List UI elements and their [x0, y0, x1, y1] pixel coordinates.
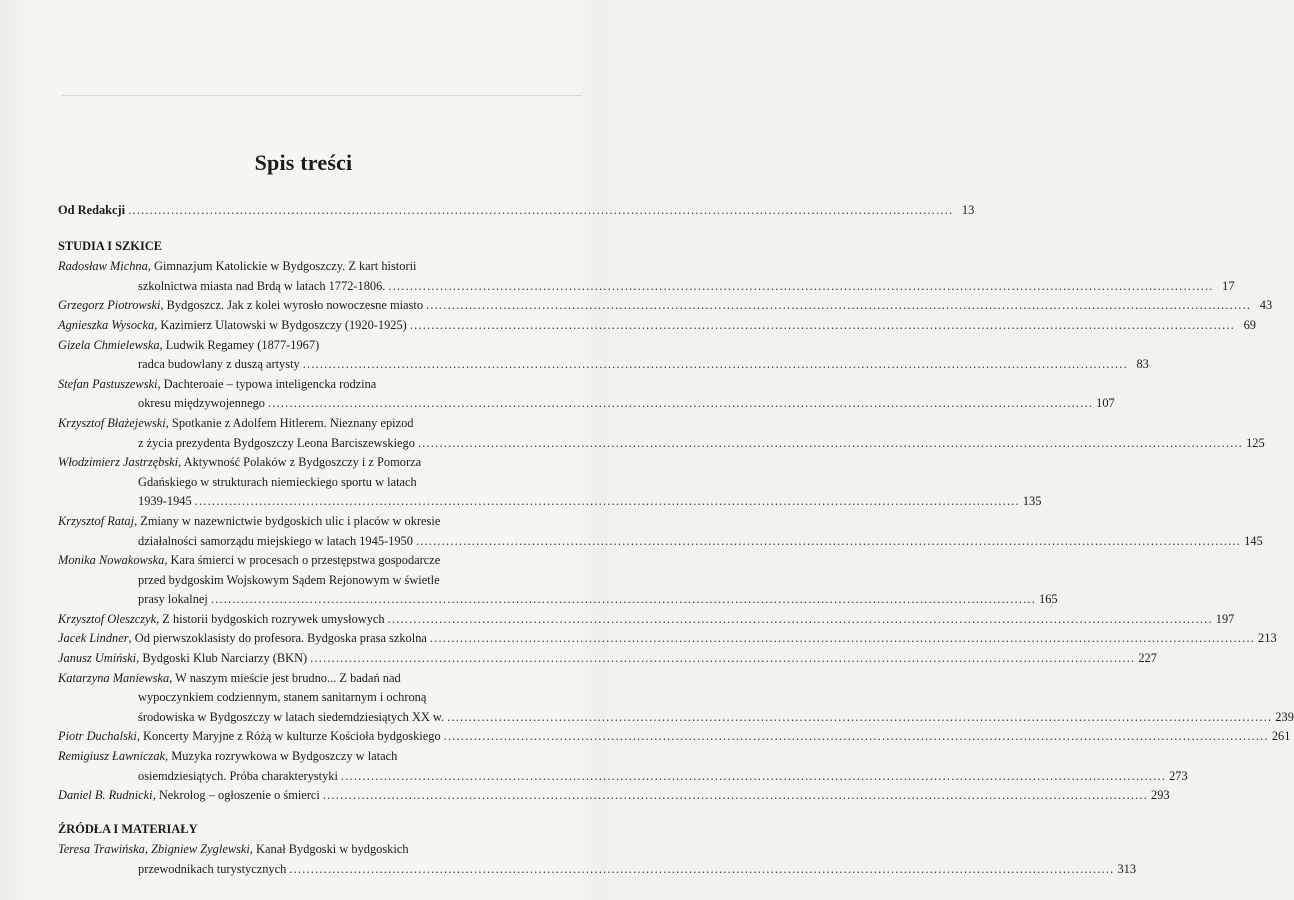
- page-number: 165: [1039, 592, 1058, 607]
- entry-title: Od Redakcji: [58, 203, 126, 217]
- table-of-contents: [58, 201, 1294, 880]
- toc-entry[interactable]: Jacek Lindner, Od pierwszoklasisty do profesora. Bydgoska prasa szkolna ..... 213: [58, 629, 530, 649]
- toc-entry-continuation[interactable]: przewodnikach turystycznych ..... 313: [58, 860, 530, 880]
- page-number: 125: [1246, 435, 1265, 450]
- page-number: 313: [1117, 862, 1137, 876]
- toc-entry-continuation[interactable]: 1939-1945 ..... 135: [58, 492, 530, 512]
- page-title: Spis treści: [254, 150, 353, 175]
- page-number: 107: [1096, 396, 1115, 411]
- toc-entry-continuation[interactable]: środowiska w Bydgoszczy w latach siedemdziesiątych XX w. ..... 239: [58, 708, 530, 728]
- toc-entry-continuation[interactable]: szkolnictwa miasta nad Brdą w latach 1772-1806. ..... 17: [58, 277, 530, 297]
- page-number: 145: [1244, 533, 1263, 548]
- toc-entry-continuation[interactable]: osiemdziesiątych. Próba charakterystyki ..... 273: [58, 767, 530, 787]
- toc-entry[interactable]: Krzysztof Oleszczyk, Z historii bydgoskich rozrywek umysłowych ..... 197: [58, 610, 530, 630]
- toc-entry[interactable]: Daniel B. Rudnicki, Nekrolog – ogłoszenie o śmierci ..... 293: [58, 786, 530, 806]
- page-number: 293: [1151, 788, 1170, 803]
- toc-entry[interactable]: [58, 201, 975, 221]
- toc-entry[interactable]: Gizela Chmielewska, Ludwik Regamey (1877-1967): [58, 337, 320, 352]
- toc-entry[interactable]: Radosław Michna, Gimnazjum Katolickie w Bydgoszczy. Z kart historii: [58, 259, 417, 274]
- toc-entry[interactable]: Włodzimierz Jastrzębski, Aktywność Polaków z Bydgoszczy i z Pomorza: [58, 455, 422, 470]
- toc-entry[interactable]: Grzegorz Piotrowski, Bydgoszcz. Jak z kolei wyrosło nowoczesne miasto ..... 43: [58, 296, 530, 316]
- page-number: 273: [1169, 768, 1188, 783]
- page-number: 197: [1215, 611, 1235, 626]
- toc-entry-continuation: przed bydgoskim Wojskowym Sądem Rejonowym w świetle: [138, 572, 440, 587]
- toc-entry[interactable]: Janusz Umiński, Bydgoski Klub Narciarzy (BKN) ..... 227: [58, 649, 530, 669]
- toc-entry-continuation[interactable]: prasy lokalnej ..... 165: [58, 590, 530, 610]
- toc-entry[interactable]: Teresa Trawińska, Zbigniew Zyglewski, Kanał Bydgoski w bydgoskich: [58, 842, 409, 857]
- page-divider: [62, 95, 582, 96]
- page-number: 261: [1271, 729, 1291, 744]
- toc-entry[interactable]: Piotr Duchalski, Koncerty Maryjne z Różą w kulturze Kościoła bydgoskiego ..... 261: [58, 727, 530, 747]
- toc-entry[interactable]: Katarzyna Maniewska, W naszym mieście jest brudno... Z badań nad: [58, 670, 401, 685]
- toc-entry-continuation: wypoczynkiem codziennym, stanem sanitarnym i ochroną: [138, 690, 427, 705]
- page-number: 227: [1138, 651, 1157, 666]
- toc-entry[interactable]: Stefan Pastuszewski, Dachteroaie – typowa inteligencka rodzina: [58, 376, 377, 391]
- toc-entry[interactable]: Remigiusz Ławniczak, Muzyka rozrywkowa w Bydgoszczy w latach: [58, 749, 398, 764]
- page-number: 239: [1275, 709, 1294, 724]
- toc-entry[interactable]: Monika Nowakowska, Kara śmierci w procesach o przestępstwa gospodarcze: [58, 553, 441, 568]
- toc-entry-continuation[interactable]: z życia prezydenta Bydgoszczy Leona Barciszewskiego ..... 125: [58, 434, 530, 454]
- page-number: 17: [1222, 278, 1235, 293]
- page-number: 213: [1258, 631, 1277, 646]
- page-number: 135: [1022, 494, 1042, 509]
- section-heading: ŹRÓDŁA I MATERIAŁY: [58, 821, 198, 836]
- page-number: 69: [1243, 317, 1256, 332]
- toc-entry[interactable]: Krzysztof Błażejewski, Spotkanie z Adolfem Hitlerem. Nieznany epizod: [58, 415, 414, 430]
- section-heading: STUDIA I SZKICE: [58, 238, 162, 253]
- toc-entry-continuation: Gdańskiego w strukturach niemieckiego sportu w latach: [138, 474, 417, 489]
- toc-entry-continuation[interactable]: okresu międzywojennego ..... 107: [58, 394, 530, 414]
- toc-entry[interactable]: Agnieszka Wysocka, Kazimierz Ulatowski w Bydgoszczy (1920-1925) ..... 69: [58, 316, 530, 336]
- toc-entry[interactable]: Krzysztof Rataj, Zmiany w nazewnictwie bydgoskich ulic i placów w okresie: [58, 513, 441, 528]
- page-number: 83: [1136, 357, 1149, 372]
- page-number: 13: [961, 203, 975, 217]
- toc-entry-continuation[interactable]: radca budowlany z duszą artysty ..... 83: [58, 355, 530, 375]
- page-number: 43: [1259, 298, 1273, 313]
- toc-entry-continuation[interactable]: działalności samorządu miejskiego w latach 1945-1950 ..... 145: [58, 532, 530, 552]
